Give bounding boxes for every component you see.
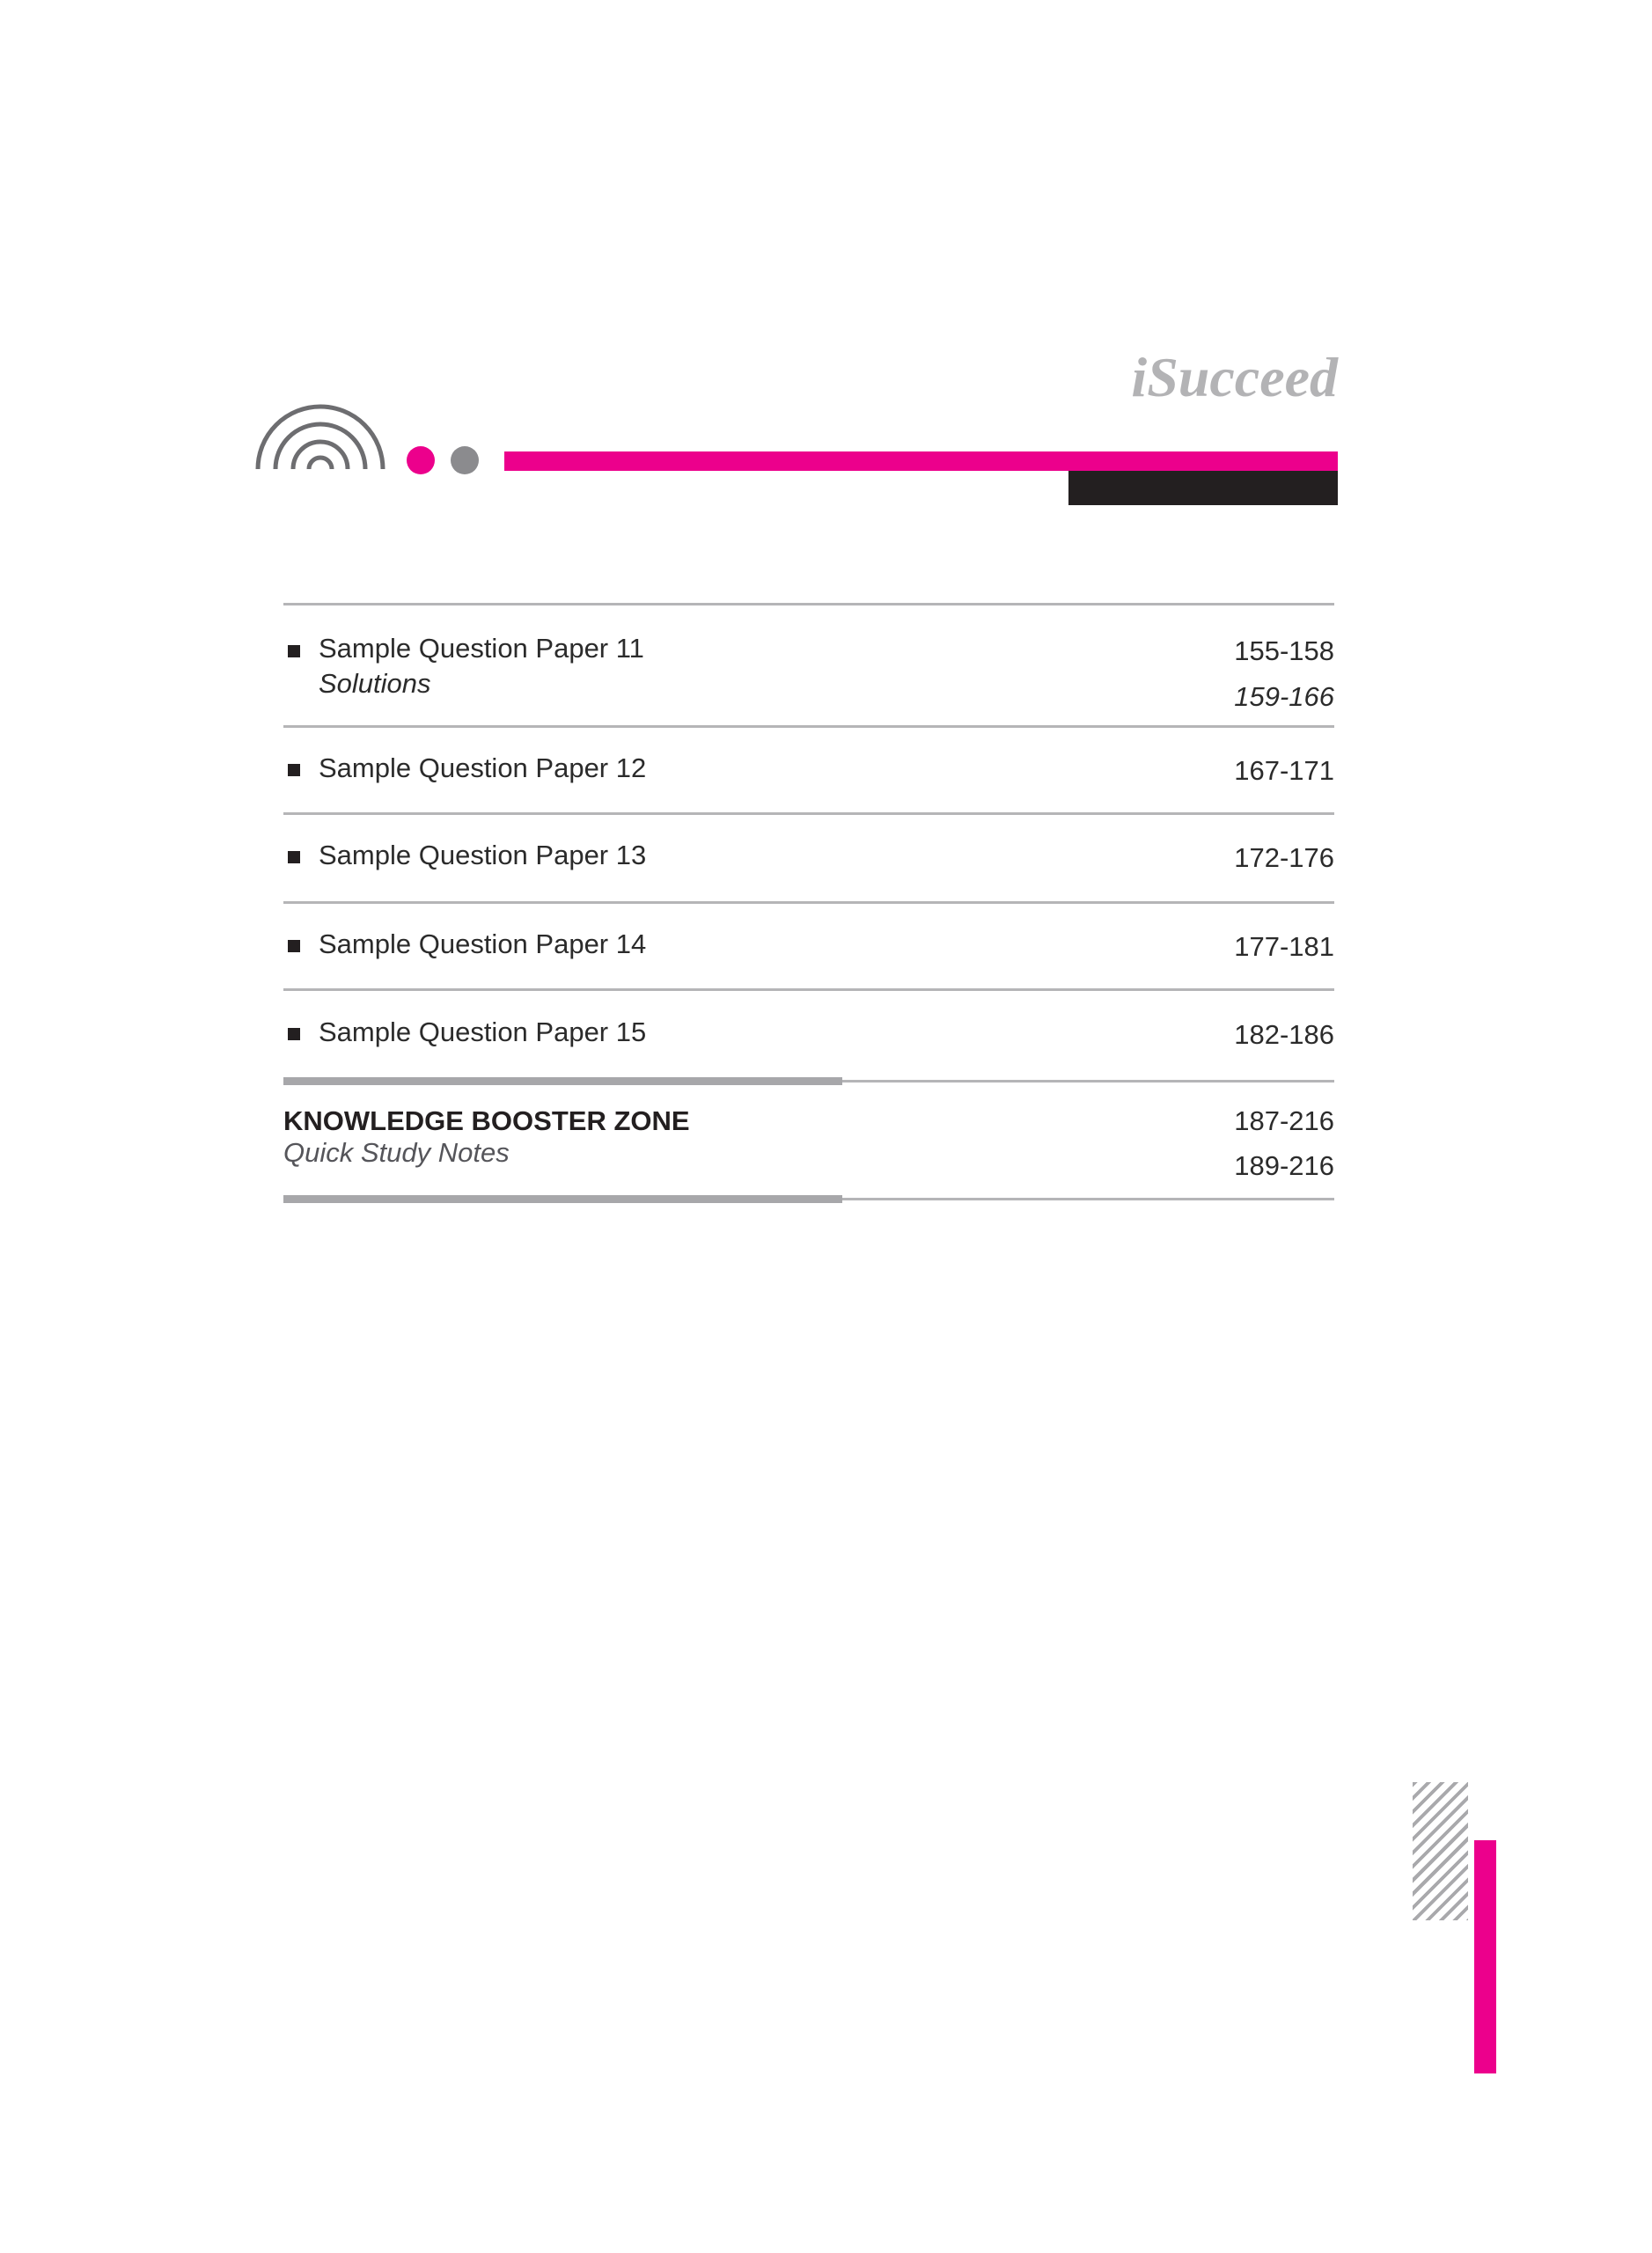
booster-subtitle: Quick Study Notes (283, 1137, 510, 1168)
toc-entry-title: Sample Question Paper 13 (319, 840, 647, 870)
toc-entry-pages: 177-181 (1234, 931, 1334, 962)
square-bullet-icon (288, 940, 300, 952)
toc-entry-pages: 167-171 (1234, 755, 1334, 786)
brand-logo: iSucceed (1131, 346, 1338, 408)
toc-entry-subpages: 159-166 (1234, 681, 1334, 712)
booster-title: KNOWLEDGE BOOSTER ZONE (283, 1105, 690, 1136)
square-bullet-icon (288, 764, 300, 776)
header-black-bar (1068, 471, 1338, 505)
grey-dot-icon (451, 446, 479, 474)
toc-entry-subtitle: Solutions (319, 668, 431, 699)
booster-pages: 187-216 (1234, 1105, 1334, 1136)
toc-entry-13[interactable] (283, 815, 1334, 901)
toc-entry-title: Sample Question Paper 14 (319, 928, 647, 959)
arcs-icon (255, 400, 387, 471)
section-divider (283, 1195, 1334, 1203)
toc-entry-pages: 172-176 (1234, 842, 1334, 873)
header-pink-bar (504, 451, 1338, 471)
square-bullet-icon (288, 645, 300, 657)
booster-subpages: 189-216 (1234, 1150, 1334, 1181)
section-divider (283, 1077, 1334, 1085)
square-bullet-icon (288, 851, 300, 863)
toc-entry-pages: 155-158 (1234, 635, 1334, 666)
toc-entry-14[interactable] (283, 904, 1334, 988)
pink-dot-icon (407, 446, 435, 474)
toc-entry-12[interactable] (283, 728, 1334, 812)
toc-entry-title: Sample Question Paper 11 (319, 633, 644, 664)
toc-entry-11[interactable] (283, 605, 1334, 725)
table-of-contents (283, 603, 1334, 1203)
pink-side-bar (1474, 1840, 1496, 2073)
hatched-block-decoration (1413, 1782, 1468, 1920)
toc-entry-pages: 182-186 (1234, 1019, 1334, 1050)
toc-entry-title: Sample Question Paper 15 (319, 1016, 647, 1047)
square-bullet-icon (288, 1028, 300, 1040)
toc-booster-section[interactable] (283, 1085, 1334, 1195)
toc-entry-15[interactable] (283, 991, 1334, 1077)
toc-entry-title: Sample Question Paper 12 (319, 752, 647, 783)
